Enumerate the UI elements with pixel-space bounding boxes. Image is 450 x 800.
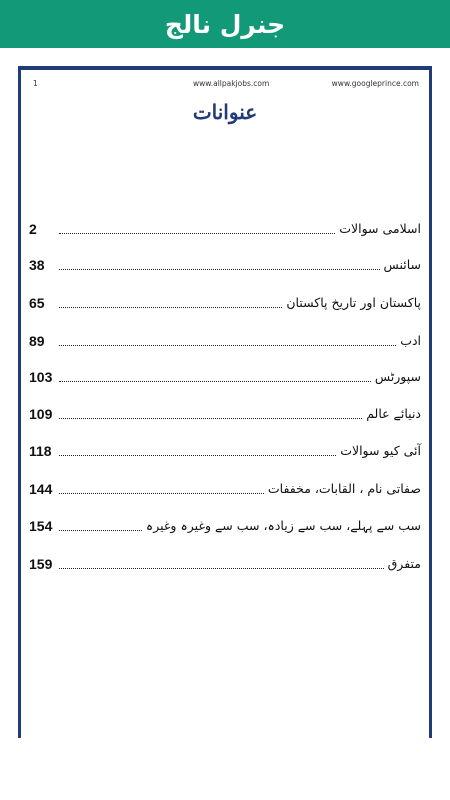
toc-item-title: پاکستان اور تاریخ پاکستان bbox=[286, 295, 421, 310]
toc-item[interactable] bbox=[29, 250, 421, 274]
toc-item-page: 65 bbox=[29, 295, 45, 311]
dot-leader bbox=[59, 529, 142, 531]
toc-item-title: سائنس bbox=[383, 257, 421, 272]
toc-item-title: متفرق bbox=[387, 556, 421, 571]
toc-item-title: سب سے پہلے، سب سے زیادہ، سب سے وغیرہ وغیرہ bbox=[145, 518, 421, 533]
dot-leader bbox=[59, 268, 380, 270]
website-label-left: www.allpakjobs.com bbox=[193, 79, 270, 88]
app-bar bbox=[0, 0, 450, 48]
toc-item[interactable] bbox=[29, 362, 421, 386]
dot-leader bbox=[59, 380, 371, 382]
dot-leader bbox=[59, 567, 384, 569]
dot-leader bbox=[59, 306, 282, 308]
dot-leader bbox=[59, 417, 362, 419]
toc-item[interactable] bbox=[29, 474, 421, 498]
toc-item-page: 109 bbox=[29, 406, 53, 422]
toc-item[interactable] bbox=[29, 549, 421, 573]
toc-item[interactable] bbox=[29, 326, 421, 350]
website-label-right: www.googleprince.com bbox=[331, 79, 419, 88]
dot-leader bbox=[59, 492, 264, 494]
toc-item-title: آئی کیو سوالات bbox=[340, 443, 421, 458]
toc-item-page: 118 bbox=[29, 443, 52, 459]
dot-leader bbox=[59, 232, 335, 234]
toc-item[interactable] bbox=[29, 288, 421, 312]
toc-item-title: ادب bbox=[400, 333, 421, 348]
toc-item[interactable] bbox=[29, 214, 421, 238]
toc-item-title: اسلامی سوالات bbox=[339, 221, 421, 236]
toc-item-page: 103 bbox=[29, 369, 53, 385]
toc-item[interactable] bbox=[29, 511, 421, 535]
toc-item[interactable] bbox=[29, 436, 421, 460]
toc-item-page: 159 bbox=[29, 556, 53, 572]
toc-item-title: دنیائے عالم bbox=[366, 406, 421, 421]
toc-item[interactable] bbox=[29, 399, 421, 423]
toc-item-page: 89 bbox=[29, 333, 45, 349]
toc-item-page: 38 bbox=[29, 257, 45, 273]
toc-item-page: 2 bbox=[29, 221, 37, 237]
toc-item-title: صفاتی نام ، القابات، مخففات bbox=[267, 481, 421, 496]
page-bottom-area bbox=[0, 738, 450, 800]
app-title: جنرل نالج bbox=[164, 9, 286, 39]
contents-heading: عنوانات bbox=[192, 100, 258, 124]
page-number: 1 bbox=[33, 79, 38, 88]
page-header bbox=[29, 79, 423, 91]
toc-item-page: 154 bbox=[29, 518, 53, 534]
toc-item-page: 144 bbox=[29, 481, 53, 497]
toc-item-title: سپورٹس bbox=[374, 369, 421, 384]
dot-leader bbox=[59, 344, 396, 346]
document-page[interactable] bbox=[18, 66, 432, 746]
dot-leader bbox=[59, 454, 336, 456]
